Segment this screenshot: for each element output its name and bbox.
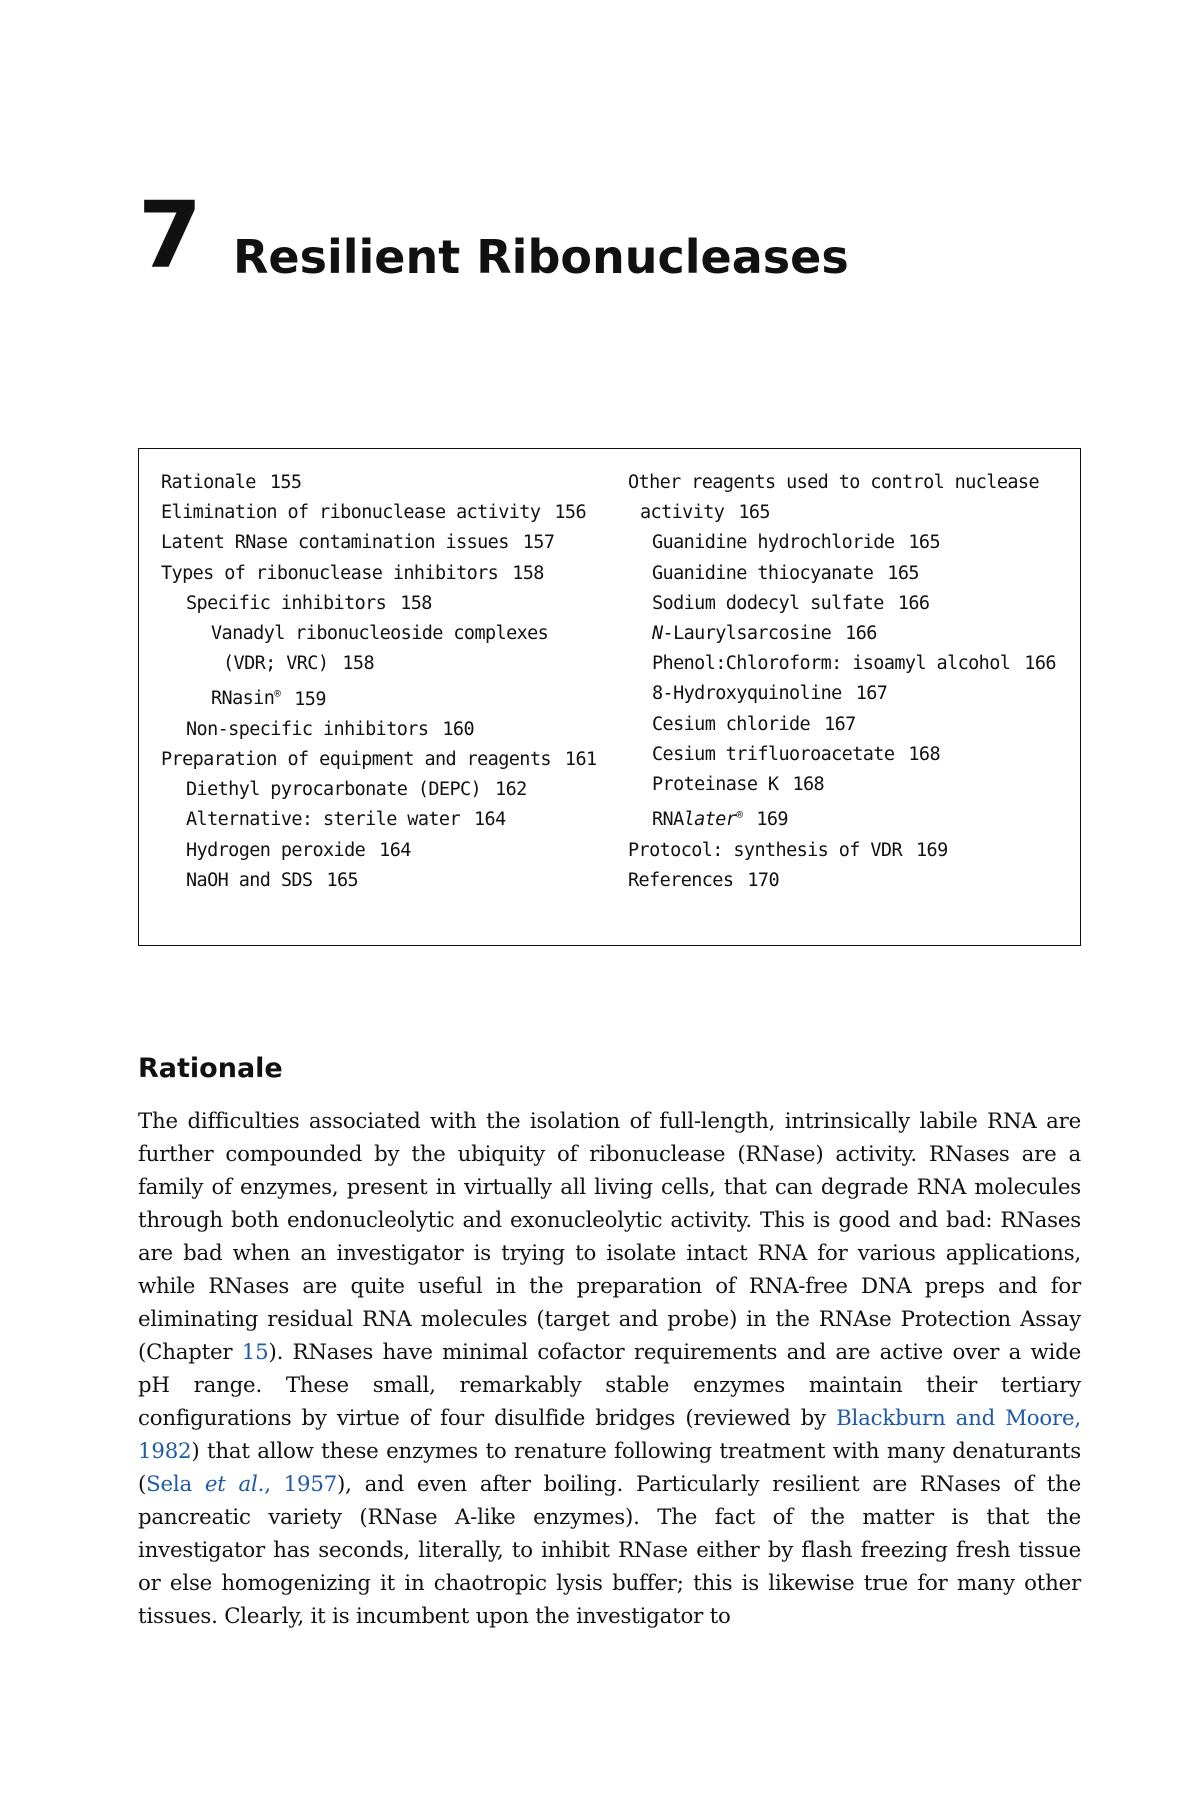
toc-entry: Hydrogen peroxide 164 — [186, 839, 411, 861]
toc-entry: activity 165 — [640, 502, 770, 524]
toc-entry: Sodium dodecyl sulfate 166 — [652, 592, 930, 614]
toc-left-column — [161, 468, 611, 896]
chapter-link[interactable]: 15 — [241, 1340, 269, 1365]
toc-entry: Rationale 155 — [161, 472, 302, 493]
toc-entry: Specific inhibitors 158 — [186, 592, 432, 614]
toc-entry: NaOH and SDS 165 — [186, 869, 359, 891]
chapter-contents-box — [138, 448, 1081, 946]
toc-entry: Other reagents used to control nuclease — [628, 472, 1039, 493]
toc-entry: Elimination of ribonuclease activity 156 — [161, 502, 586, 524]
citation-link[interactable]: Sela et al., 1957 — [146, 1472, 338, 1497]
section-heading: Rationale — [138, 1053, 283, 1085]
toc-entry: Guanidine thiocyanate 165 — [652, 562, 919, 584]
toc-entry: Latent RNase contamination issues 157 — [161, 532, 555, 554]
toc-entry: RNasin® 159 — [211, 687, 326, 710]
toc-entry: Types of ribonuclease inhibitors 158 — [161, 562, 544, 584]
toc-entry: Vanadyl ribonucleoside complexes — [211, 623, 549, 645]
toc-entry: Phenol:Chloroform: isoamyl alcohol 166 — [652, 653, 1056, 675]
toc-entry: RNAlater® 169 — [652, 808, 788, 831]
toc-entry: Protocol: synthesis of VDR 169 — [628, 839, 948, 861]
body-text — [138, 1105, 1081, 1633]
paragraph: The difficulties associated with the isolation of full-length, intrinsically labile RNA are further compounded by the ubiquity of ribonuclease (RNase) activity. RNases are a family of enzymes, present in virtually all living cells, that can degrade RNA molecules through both endonucleolytic and exonucleolytic activity. This is good and bad: RNases are bad when an investigator is trying to isolate intact RNA for various applications, while RNases are quite useful in the preparation of RNA-free DNA preps and for eliminating residual RNA molecules (target and probe) in the RNAse Protection Assay (Chapter 15). RNases have minimal cofactor requirements and are active over a wide pH range. These small, remarkably stable enzymes maintain their tertiary configurations by virtue of four disulfide bridges (reviewed by Blackburn and Moore, 1982) that allow these enzymes to renature following treatment with many denaturants (Sela et al., 1957), and even after boiling. Particularly resilient are RNases of the pancreatic variety (RNase A-like enzymes). The fact of the matter is that the investigator has seconds, literally, to inhibit RNase either by flash freezing fresh tissue or else homogenizing it in chaotropic lysis buffer; this is likewise true for many other tissues. Clearly, it is incumbent upon the investigator to — [138, 1109, 1081, 1629]
toc-entry: References 170 — [628, 869, 780, 891]
toc-entry: Non-specific inhibitors 160 — [186, 718, 474, 740]
toc-entry: 8-Hydroxyquinoline 167 — [652, 683, 888, 705]
toc-entry: Guanidine hydrochloride 165 — [652, 532, 940, 554]
toc-entry: Alternative: sterile water 164 — [186, 809, 506, 831]
toc-entry: Cesium chloride 167 — [652, 713, 856, 735]
toc-entry: (VDR; VRC) 158 — [223, 653, 375, 675]
citation-link[interactable]: Blackburn and Moore, 1982 — [138, 1406, 1081, 1464]
toc-entry: N-Laurylsarcosine 166 — [652, 623, 877, 645]
chapter-title: Resilient Ribonucleases — [233, 230, 849, 284]
toc-right-column — [628, 468, 1068, 896]
chapter-number: 7 — [138, 182, 201, 289]
toc-entry: Preparation of equipment and reagents 161 — [161, 748, 597, 770]
toc-entry: Cesium trifluoroacetate 168 — [652, 743, 940, 765]
toc-entry: Diethyl pyrocarbonate (DEPC) 162 — [186, 779, 527, 801]
toc-entry: Proteinase K 168 — [652, 774, 825, 796]
